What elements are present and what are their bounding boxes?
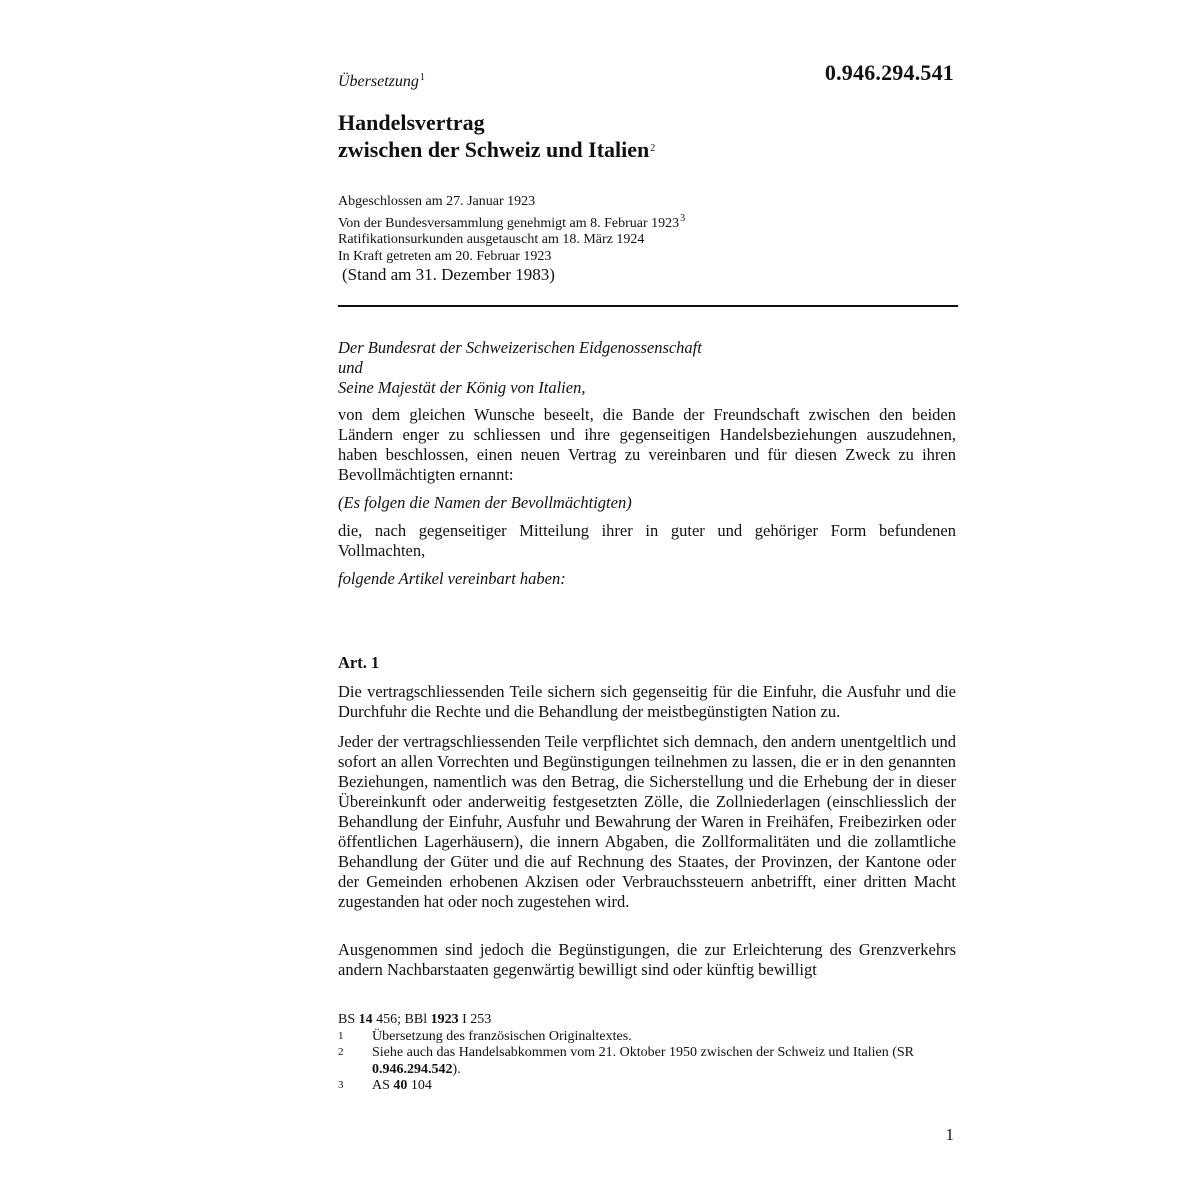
sr-link[interactable]: 0.946.294.542 (372, 1061, 453, 1077)
source-reference: BS 14 456; BBl 1923 I 253 (338, 1012, 492, 1027)
footnote-1-number: 1 (338, 1029, 344, 1042)
header-divider (338, 305, 958, 307)
article-1-paragraph-2: Jeder der vertragschliessenden Teile verpflichtet sich demnach, den andern unentgeltlich und sofort an allen Vorrechten und Begünstigungen teilnehmen zu lassen, die er in den genannten Beziehungen, namentlich was den Betrag, die Sicherstellung und die Erhebung der in dieser Übereinkunft oder anderweitig festgesetzten Zölle, die Zollniederlagen (einschliesslich der Behandlung der Einfuhr, Ausfuhr und Bewahrung der Waren in Freihäfen, Freibezirken oder öffentlichen Lagerhäusern), die innern Abgaben, die Zollformalitäten und die zollamtliche Behandlung der Güter und die auf Rechnung des Staates, der Provinzen, der Kantone oder der Gemeinden erhobenen Akzisen oder Verbrauchssteuern anbetrifft, einer dritten Macht zugestanden hat oder noch zugestehen wird. (338, 732, 956, 911)
agreed-articles-line: folgende Artikel vereinbart haben: (338, 569, 566, 588)
footnote-ref-3[interactable]: 3 (680, 212, 686, 224)
footnote-2 (338, 1045, 958, 1078)
contracting-parties (338, 338, 956, 398)
footnote-3-text: AS 40 104 (372, 1078, 432, 1093)
footnote-3 (338, 1078, 958, 1095)
article-1-paragraph-1: Die vertragschliessenden Teile sichern sich gegenseitig für die Einfuhr, die Ausfuhr und die Durchfuhr die Rechte und die Behandlung der meistbegünstigten Nation zu. (338, 682, 956, 721)
footnote-1 (338, 1029, 958, 1046)
footnote-ref-2[interactable]: 2 (650, 143, 656, 154)
plenipotentiaries-note: (Es folgen die Namen der Bevollmächtigten) (338, 493, 632, 512)
full-powers-paragraph: die, nach gegenseitiger Mitteilung ihrer in guter und gehöriger Form befundenen Vollmachten, (338, 521, 956, 560)
title-line-2: zwischen der Schweiz und Italien$^2$ (338, 137, 656, 162)
party-italy: Seine Majestät der König von Italien, (338, 378, 586, 397)
date-approved: Von der Bundesversammlung genehmigt am 8. Februar 1923$^3$ (338, 212, 686, 231)
footnote-1-text: Übersetzung des französischen Originaltextes. (372, 1028, 632, 1044)
date-concluded: Abgeschlossen am 27. Januar 1923 (338, 194, 536, 209)
preamble-paragraph: von dem gleichen Wunsche beseelt, die Bande der Freundschaft zwischen den beiden Ländern enger zu schliessen und ihre gegenseitigen Handelsbeziehungen auszudehnen, haben beschlossen, einen neuen Vertrag zu vereinbaren und für diesen Zweck zu ihren Bevollmächtigten ernannt: (338, 405, 956, 484)
footnote-ref-1[interactable]: 1 (419, 72, 425, 83)
page-number: 1 (945, 1125, 954, 1144)
translation-label: Übersetzung (338, 73, 419, 90)
article-1-paragraph-3: Ausgenommen sind jedoch die Begünstigungen, die zur Erleichterung des Grenzverkehrs andern Nachbarstaaten gegenwärtig bewilligt sind oder künftig bewilligt (338, 940, 956, 979)
date-in-force: In Kraft getreten am 20. Februar 1923 (338, 248, 552, 264)
footnote-3-number: 3 (338, 1079, 344, 1091)
document-title (338, 110, 655, 163)
article-1-title: Art. 1 (338, 653, 380, 672)
sr-number: 0.946.294.541 (824, 60, 954, 85)
footnote-2-number: 2 (338, 1046, 344, 1058)
translation-note (338, 72, 425, 91)
footnote-2-text: Siehe auch das Handelsabkommen vom 21. Oktober 1950 zwischen der Schweiz und Italien (SR 0.946.294.542). (372, 1045, 914, 1077)
date-ratified: Ratifikationsurkunden ausgetauscht am 18. März 1924 (338, 232, 645, 247)
status-date: (Stand am 31. Dezember 1983) (342, 265, 555, 284)
party-switzerland: Der Bundesrat der Schweizerischen Eidgenossenschaft (338, 338, 702, 357)
treaty-dates (338, 194, 685, 265)
party-and: und (338, 358, 363, 377)
title-line-1: Handelsvertrag (338, 110, 485, 135)
footnotes (338, 1012, 958, 1095)
